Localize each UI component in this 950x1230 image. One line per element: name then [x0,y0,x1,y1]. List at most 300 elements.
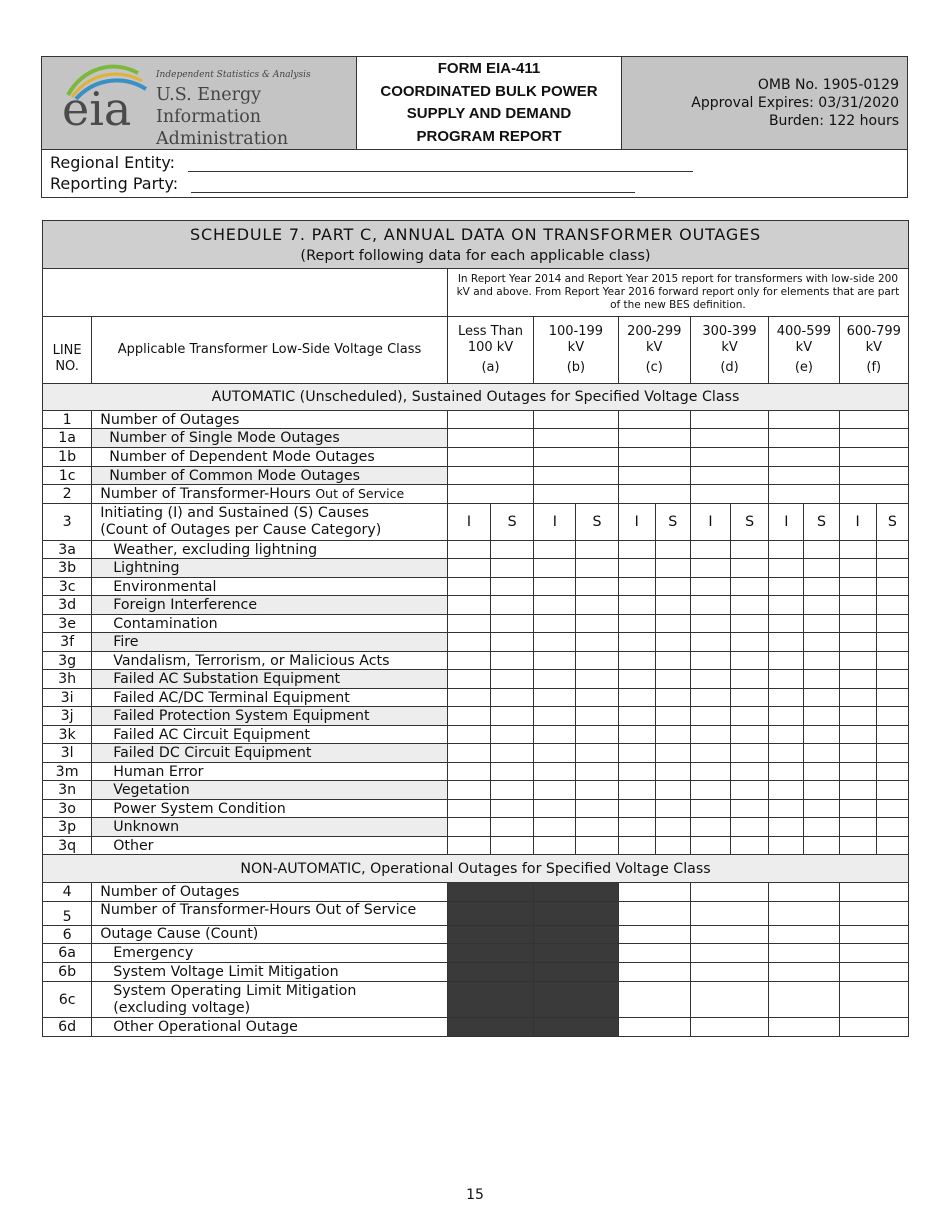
row-label: Failed Protection System Equipment [92,707,448,726]
cause-input-cell[interactable] [769,726,804,744]
cause-input-cell[interactable] [731,707,769,726]
cause-input-cell[interactable] [655,670,690,689]
cause-input-cell[interactable] [731,670,769,689]
input-cell-r1a-e[interactable] [769,429,839,448]
input-cell-r2-e[interactable] [769,485,839,504]
cause-input-cell[interactable] [447,763,490,781]
cause-input-cell[interactable] [491,837,534,855]
cause-input-cell[interactable] [491,800,534,818]
cause-input-cell[interactable] [839,652,876,670]
svg-text:eia: eia [62,82,132,131]
input-cell-r6c-f[interactable] [839,982,908,1018]
cause-input-cell[interactable] [447,689,490,707]
cause-input-cell[interactable] [534,559,576,578]
cause-input-cell[interactable] [876,633,908,652]
input-cell-r1a-a[interactable] [447,429,533,448]
input-cell-r1b-f[interactable] [839,448,908,467]
cause-input-cell[interactable] [491,818,534,837]
cause-input-cell[interactable] [576,689,618,707]
cause-input-cell[interactable] [804,689,839,707]
cause-input-cell[interactable] [576,559,618,578]
cause-input-cell[interactable] [534,837,576,855]
cause-input-cell[interactable] [839,744,876,763]
cause-input-cell[interactable] [876,559,908,578]
table-row [43,707,909,726]
cause-input-cell[interactable] [731,800,769,818]
cause-input-cell[interactable] [618,578,655,596]
cause-input-cell[interactable] [690,744,730,763]
cause-input-cell[interactable] [534,800,576,818]
cause-input-cell[interactable] [690,541,730,559]
cause-input-cell[interactable] [655,541,690,559]
cause-input-cell[interactable] [839,670,876,689]
cause-input-cell[interactable] [576,652,618,670]
input-cell-r5-e[interactable] [769,902,839,926]
input-cell-r6d-e[interactable] [769,1018,839,1037]
cause-input-cell[interactable] [804,818,839,837]
cause-input-cell[interactable] [839,726,876,744]
cause-input-cell[interactable] [769,670,804,689]
cause-input-cell[interactable] [804,633,839,652]
cause-input-cell[interactable] [876,596,908,615]
cause-input-cell[interactable] [839,559,876,578]
cause-input-cell[interactable] [618,837,655,855]
cause-input-cell[interactable] [655,578,690,596]
cause-input-cell[interactable] [491,689,534,707]
cause-input-cell[interactable] [804,596,839,615]
cause-input-cell[interactable] [534,744,576,763]
input-cell-r1c-f[interactable] [839,467,908,485]
regional-entity-input[interactable] [188,171,693,172]
row-label: Weather, excluding lightning [92,541,448,559]
input-cell-r5-a [447,902,533,926]
cause-input-cell[interactable] [804,763,839,781]
cause-input-cell[interactable] [491,781,534,800]
cause-input-cell[interactable] [769,633,804,652]
cause-input-cell[interactable] [618,541,655,559]
cause-input-cell[interactable] [491,707,534,726]
cause-input-cell[interactable] [690,596,730,615]
cause-input-cell[interactable] [839,763,876,781]
cause-input-cell[interactable] [491,652,534,670]
cause-input-cell[interactable] [731,652,769,670]
cause-input-cell[interactable] [876,818,908,837]
cause-input-cell[interactable] [769,781,804,800]
cause-input-cell[interactable] [491,744,534,763]
cause-input-cell[interactable] [731,633,769,652]
input-cell-r1a-d[interactable] [690,429,768,448]
input-cell-r6c-c[interactable] [618,982,690,1018]
line-number: 3p [43,818,92,837]
input-cell-r1-e[interactable] [769,411,839,429]
cause-input-cell[interactable] [655,837,690,855]
cause-input-cell[interactable] [769,837,804,855]
cause-input-cell[interactable] [655,633,690,652]
table-row [43,652,909,670]
cause-input-cell[interactable] [491,726,534,744]
cause-input-cell[interactable] [731,689,769,707]
cause-input-cell[interactable] [576,763,618,781]
input-cell-r1c-e[interactable] [769,467,839,485]
cause-input-cell[interactable] [447,800,490,818]
cause-input-cell[interactable] [839,818,876,837]
cause-input-cell[interactable] [769,818,804,837]
input-cell-r6c-e[interactable] [769,982,839,1018]
cause-input-cell[interactable] [576,615,618,633]
cause-input-cell[interactable] [839,707,876,726]
cause-input-cell[interactable] [576,541,618,559]
cause-input-cell[interactable] [731,744,769,763]
cause-input-cell[interactable] [769,689,804,707]
input-cell-r5-c[interactable] [618,902,690,926]
cause-input-cell[interactable] [534,689,576,707]
eia-logo-icon [60,61,160,131]
cause-input-cell[interactable] [491,670,534,689]
cause-input-cell[interactable] [534,541,576,559]
table-row [43,633,909,652]
input-cell-r2-c[interactable] [618,485,690,504]
cause-input-cell[interactable] [804,670,839,689]
input-cell-r1-c[interactable] [618,411,690,429]
cause-input-cell[interactable] [690,707,730,726]
row-label: Number of Outages [92,883,448,902]
input-cell-r6d-d[interactable] [690,1018,768,1037]
cause-input-cell[interactable] [534,781,576,800]
cause-input-cell[interactable] [491,578,534,596]
cause-input-cell[interactable] [731,559,769,578]
cause-input-cell[interactable] [618,615,655,633]
cause-input-cell[interactable] [655,726,690,744]
cause-input-cell[interactable] [731,781,769,800]
cause-input-cell[interactable] [447,837,490,855]
table-row [43,559,909,578]
cause-input-cell[interactable] [576,596,618,615]
automatic-section-header: AUTOMATIC (Unscheduled), Sustained Outages for Specified Voltage Class [43,384,909,411]
cause-input-cell[interactable] [804,652,839,670]
cause-input-cell[interactable] [876,670,908,689]
cause-input-cell[interactable] [655,652,690,670]
cause-input-cell[interactable] [690,615,730,633]
cause-input-cell[interactable] [655,559,690,578]
cause-input-cell[interactable] [534,633,576,652]
cause-input-cell[interactable] [876,763,908,781]
cause-input-cell[interactable] [690,652,730,670]
cause-input-cell[interactable] [576,781,618,800]
logo-tagline: Independent Statistics & Analysis [156,70,311,80]
cause-input-cell[interactable] [876,744,908,763]
row-label: Human Error [92,763,448,781]
col-header-b: 100-199 kV (b) [534,317,618,384]
cause-input-cell[interactable] [876,800,908,818]
input-cell-r1a-b[interactable] [534,429,618,448]
cause-input-cell[interactable] [876,707,908,726]
cause-input-cell[interactable] [655,744,690,763]
cause-input-cell[interactable] [690,837,730,855]
input-cell-r6a-e[interactable] [769,944,839,963]
cause-input-cell[interactable] [690,670,730,689]
table-row [43,744,909,763]
cause-input-cell[interactable] [876,689,908,707]
cause-input-cell[interactable] [769,578,804,596]
input-cell-r1b-c[interactable] [618,448,690,467]
table-row [43,448,909,467]
cause-input-cell[interactable] [876,541,908,559]
input-cell-r1a-f[interactable] [839,429,908,448]
input-cell-r1b-b[interactable] [534,448,618,467]
input-cell-r1-b[interactable] [534,411,618,429]
input-cell-r1-a[interactable] [447,411,533,429]
cause-input-cell[interactable] [655,689,690,707]
input-cell-r5-d[interactable] [690,902,768,926]
line-number: 3h [43,670,92,689]
cause-input-cell[interactable] [839,837,876,855]
cause-input-cell[interactable] [491,541,534,559]
input-cell-r6b-d[interactable] [690,963,768,982]
cause-input-cell[interactable] [804,837,839,855]
cause-input-cell[interactable] [769,559,804,578]
cause-input-cell[interactable] [618,670,655,689]
input-cell-r1a-c[interactable] [618,429,690,448]
header-top-row [42,57,907,150]
cause-input-cell[interactable] [804,578,839,596]
cause-input-cell[interactable] [804,800,839,818]
cause-input-cell[interactable] [534,670,576,689]
cause-input-cell[interactable] [618,633,655,652]
cause-input-cell[interactable] [655,800,690,818]
input-cell-r4-c[interactable] [618,883,690,902]
cause-input-cell[interactable] [690,763,730,781]
cause-input-cell[interactable] [447,633,490,652]
cause-input-cell[interactable] [876,652,908,670]
input-cell-r1c-b[interactable] [534,467,618,485]
input-cell-r6a-d[interactable] [690,944,768,963]
cause-input-cell[interactable] [876,837,908,855]
cause-input-cell[interactable] [690,633,730,652]
cause-input-cell[interactable] [804,781,839,800]
cause-input-cell[interactable] [876,578,908,596]
cause-input-cell[interactable] [876,615,908,633]
input-cell-r6b-f[interactable] [839,963,908,982]
cause-input-cell[interactable] [876,781,908,800]
input-cell-r6-a [447,926,533,944]
cause-input-cell[interactable] [731,726,769,744]
cause-input-cell[interactable] [690,578,730,596]
input-cell-r6-d[interactable] [690,926,768,944]
cause-input-cell[interactable] [534,726,576,744]
cause-input-cell[interactable] [618,652,655,670]
cause-input-cell[interactable] [447,818,490,837]
cause-input-cell[interactable] [655,763,690,781]
cause-input-cell[interactable] [576,837,618,855]
cause-input-cell[interactable] [576,578,618,596]
cause-input-cell[interactable] [731,578,769,596]
cause-input-cell[interactable] [618,707,655,726]
cause-input-cell[interactable] [491,615,534,633]
row-label: Number of Single Mode Outages [92,429,448,448]
cause-input-cell[interactable] [804,541,839,559]
cause-input-cell[interactable] [769,800,804,818]
cause-input-cell[interactable] [769,596,804,615]
cause-input-cell[interactable] [769,707,804,726]
input-cell-r1c-a[interactable] [447,467,533,485]
cause-input-cell[interactable] [655,818,690,837]
cause-input-cell[interactable] [576,800,618,818]
input-cell-r4-f[interactable] [839,883,908,902]
causes-label: Initiating (I) and Sustained (S) Causes (Count of Outages per Cause Category) [92,504,448,541]
cause-input-cell[interactable] [618,763,655,781]
table-row [43,726,909,744]
input-cell-r1b-d[interactable] [690,448,768,467]
cause-input-cell[interactable] [690,726,730,744]
cause-input-cell[interactable] [655,707,690,726]
cause-input-cell[interactable] [655,615,690,633]
cause-input-cell[interactable] [618,596,655,615]
input-cell-r4-e[interactable] [769,883,839,902]
cause-input-cell[interactable] [839,633,876,652]
cause-input-cell[interactable] [769,744,804,763]
cause-input-cell[interactable] [491,559,534,578]
cause-input-cell[interactable] [839,578,876,596]
cause-input-cell[interactable] [690,800,730,818]
input-cell-r6d-c[interactable] [618,1018,690,1037]
cause-input-cell[interactable] [534,763,576,781]
cause-input-cell[interactable] [576,633,618,652]
cause-input-cell[interactable] [769,652,804,670]
line-number: 3l [43,744,92,763]
cause-input-cell[interactable] [447,781,490,800]
row-label: Other [92,837,448,855]
input-cell-r1c-c[interactable] [618,467,690,485]
cause-input-cell[interactable] [690,559,730,578]
cause-input-cell[interactable] [839,800,876,818]
input-cell-r6a-c[interactable] [618,944,690,963]
input-cell-r6-f[interactable] [839,926,908,944]
schedule-title: SCHEDULE 7. PART C, ANNUAL DATA ON TRANSFORMER OUTAGES (Report following data for each applicable class) [43,221,909,269]
input-cell-r1b-a[interactable] [447,448,533,467]
cause-input-cell[interactable] [618,800,655,818]
input-cell-r6b-e[interactable] [769,963,839,982]
input-cell-r1-d[interactable] [690,411,768,429]
cause-input-cell[interactable] [769,541,804,559]
input-cell-r1c-d[interactable] [690,467,768,485]
cause-input-cell[interactable] [534,652,576,670]
input-cell-r1b-e[interactable] [769,448,839,467]
cause-input-cell[interactable] [447,707,490,726]
cause-input-cell[interactable] [491,633,534,652]
cause-input-cell[interactable] [491,763,534,781]
cause-input-cell[interactable] [534,707,576,726]
cause-input-cell[interactable] [576,726,618,744]
cause-input-cell[interactable] [804,559,839,578]
table-row [43,902,909,926]
cause-input-cell[interactable] [731,615,769,633]
cause-input-cell[interactable] [839,689,876,707]
cause-input-cell[interactable] [534,596,576,615]
cause-input-cell[interactable] [690,781,730,800]
cause-input-cell[interactable] [804,726,839,744]
cause-input-cell[interactable] [769,763,804,781]
input-cell-r2-a[interactable] [447,485,533,504]
cause-input-cell[interactable] [731,837,769,855]
schedule-7-table [42,220,909,1037]
cause-input-cell[interactable] [576,707,618,726]
input-cell-r2-f[interactable] [839,485,908,504]
cause-input-cell[interactable] [447,726,490,744]
input-cell-r5-f[interactable] [839,902,908,926]
table-row [43,781,909,800]
reporting-party-input[interactable] [191,192,635,193]
input-cell-r2-d[interactable] [690,485,768,504]
cause-input-cell[interactable] [618,559,655,578]
col-header-e: 400-599 kV (e) [769,317,839,384]
input-cell-r6-e[interactable] [769,926,839,944]
cause-input-cell[interactable] [447,652,490,670]
cause-input-cell[interactable] [731,596,769,615]
cause-input-cell[interactable] [576,818,618,837]
input-cell-r4-b [534,883,618,902]
input-cell-r6b-a [447,963,533,982]
cause-input-cell[interactable] [690,818,730,837]
cause-input-cell[interactable] [839,781,876,800]
cause-input-cell[interactable] [534,615,576,633]
cause-input-cell[interactable] [618,744,655,763]
cause-input-cell[interactable] [534,818,576,837]
cause-input-cell[interactable] [618,726,655,744]
input-cell-r6-c[interactable] [618,926,690,944]
cause-input-cell[interactable] [618,781,655,800]
cause-input-cell[interactable] [731,763,769,781]
line-number: 2 [43,485,92,504]
cause-input-cell[interactable] [447,615,490,633]
input-cell-r6a-f[interactable] [839,944,908,963]
cause-input-cell[interactable] [876,726,908,744]
line-number: 5 [43,902,92,926]
cause-input-cell[interactable] [839,541,876,559]
cause-input-cell[interactable] [804,744,839,763]
cause-input-cell[interactable] [731,818,769,837]
cause-input-cell[interactable] [576,670,618,689]
cause-input-cell[interactable] [491,596,534,615]
cause-input-cell[interactable] [447,541,490,559]
cause-input-cell[interactable] [655,596,690,615]
cause-input-cell[interactable] [731,541,769,559]
cause-input-cell[interactable] [655,781,690,800]
cause-input-cell[interactable] [447,578,490,596]
input-cell-r4-d[interactable] [690,883,768,902]
input-cell-r6b-c[interactable] [618,963,690,982]
cause-input-cell[interactable] [447,670,490,689]
sustained-header: S [804,504,839,541]
cause-input-cell[interactable] [769,615,804,633]
cause-input-cell[interactable] [447,744,490,763]
cause-input-cell[interactable] [576,744,618,763]
cause-input-cell[interactable] [447,559,490,578]
input-cell-r6d-f[interactable] [839,1018,908,1037]
cause-input-cell[interactable] [804,707,839,726]
cause-input-cell[interactable] [804,615,839,633]
cause-input-cell[interactable] [839,596,876,615]
input-cell-r1-f[interactable] [839,411,908,429]
row-label: Unknown [92,818,448,837]
cause-input-cell[interactable] [618,689,655,707]
input-cell-r6c-d[interactable] [690,982,768,1018]
cause-input-cell[interactable] [447,596,490,615]
cause-input-cell[interactable] [690,689,730,707]
cause-input-cell[interactable] [839,615,876,633]
cause-input-cell[interactable] [534,578,576,596]
input-cell-r2-b[interactable] [534,485,618,504]
cause-input-cell[interactable] [618,818,655,837]
